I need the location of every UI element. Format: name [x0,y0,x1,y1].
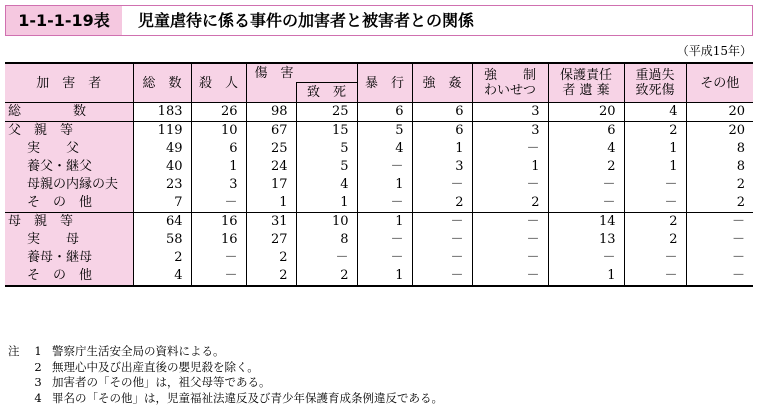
row-label: そ の 他 [5,267,133,286]
row-cell: － [412,231,472,249]
row-cell: 1 [624,158,686,176]
header-kagaisha: 加 害 者 [5,63,133,103]
row-cell: 1 [246,194,296,213]
row-cell: － [472,176,548,194]
header-indecency-line2: わいせつ [484,83,537,98]
row-cell: 1 [357,176,412,194]
row-cell: 8 [686,158,753,176]
row-cell: － [686,267,753,286]
table-row [5,140,753,158]
row-cell: － [624,194,686,213]
row-cell: － [686,249,753,267]
row-cell: 20 [548,103,624,122]
row-cell: 4 [548,140,624,158]
row-cell: 2 [624,231,686,249]
row-cell: 10 [191,122,246,141]
row-cell: － [624,249,686,267]
row-label: 父 親 等 [5,122,133,141]
row-cell: 67 [246,122,296,141]
note-2: 2 無理心中及び出産直後の嬰児殺を除く。 [34,359,259,374]
note-prefix: 注 [8,344,20,358]
row-cell: 5 [296,158,357,176]
row-cell: 1 [357,213,412,232]
row-cell: － [296,249,357,267]
table-body [5,103,753,287]
row-cell: － [191,194,246,213]
row-cell: 2 [246,267,296,286]
table-row [5,103,753,122]
row-cell: 24 [246,158,296,176]
row-cell: 6 [191,140,246,158]
row-cell: 25 [296,103,357,122]
row-cell: 2 [246,249,296,267]
note-3: 3 加害者の「その他」は，祖父母等である。 [34,375,271,389]
notes [8,344,443,406]
row-cell: 1 [624,140,686,158]
table-row [5,213,753,232]
row-cell: 98 [246,103,296,122]
row-cell: 5 [357,122,412,141]
row-cell: － [412,249,472,267]
row-label: 養母・継母 [5,249,133,267]
row-cell: 17 [246,176,296,194]
row-label: 総 数 [5,103,133,122]
row-cell: 1 [191,158,246,176]
row-cell: 4 [357,140,412,158]
row-cell: 58 [133,231,191,249]
row-label: 実 父 [5,140,133,158]
row-cell: － [412,267,472,286]
row-cell: － [624,176,686,194]
row-cell: 15 [296,122,357,141]
row-cell: 14 [548,213,624,232]
table-row [5,231,753,249]
row-label: そ の 他 [5,194,133,213]
row-cell: 3 [472,103,548,122]
table-row [5,176,753,194]
header-indecency [472,63,548,103]
row-cell: 2 [624,213,686,232]
row-cell: 20 [686,103,753,122]
header-rape: 強 姦 [412,63,472,103]
row-label: 母 親 等 [5,213,133,232]
header-murder: 殺 人 [191,63,246,103]
row-cell: － [624,267,686,286]
row-cell: 2 [133,249,191,267]
row-cell: 5 [296,140,357,158]
header-total: 総 数 [133,63,191,103]
table-title: 児童虐待に係る事件の加害者と被害者との関係 [138,11,475,30]
row-label: 実 母 [5,231,133,249]
row-cell: 10 [296,213,357,232]
row-cell: 6 [357,103,412,122]
row-cell: － [357,158,412,176]
row-cell: 26 [191,103,246,122]
row-cell: － [472,231,548,249]
row-cell: － [412,176,472,194]
row-cell: 16 [191,231,246,249]
row-cell: 3 [191,176,246,194]
header-injury: 傷 害 [246,63,357,83]
row-cell: 8 [686,140,753,158]
row-cell: 31 [246,213,296,232]
row-cell: 8 [296,231,357,249]
row-cell: 1 [548,267,624,286]
header-assault: 暴 行 [357,63,412,103]
row-cell: － [548,249,624,267]
header-injury-death: 致 死 [296,83,357,103]
row-cell: 23 [133,176,191,194]
row-cell: 119 [133,122,191,141]
note-1: 注 1 警察庁生活安全局の資料による。 [8,344,225,358]
row-cell: 27 [246,231,296,249]
row-cell: － [548,194,624,213]
year-unit-label: （平成15年） [676,44,752,58]
table-id: 1-1-1-19表 [6,6,122,35]
row-cell: 1 [412,140,472,158]
table-row [5,158,753,176]
row-cell: － [357,249,412,267]
row-cell: 16 [191,213,246,232]
row-cell: 6 [412,103,472,122]
row-cell: 1 [472,158,548,176]
row-cell: 2 [296,267,357,286]
abuse-relationship-table [5,62,753,287]
row-cell: － [191,249,246,267]
row-cell: 3 [472,122,548,141]
row-cell: － [472,140,548,158]
row-cell: － [686,213,753,232]
header-injury-blank [246,83,296,103]
row-cell: 7 [133,194,191,213]
header-abandonment [548,63,624,103]
row-cell: 183 [133,103,191,122]
row-cell: 2 [686,176,753,194]
row-cell: 13 [548,231,624,249]
row-cell: 25 [246,140,296,158]
table-row [5,122,753,141]
table-row [5,249,753,267]
header-abandonment-line2: 者 遺 棄 [562,83,610,98]
table-title-bar [5,5,753,36]
row-cell: 20 [686,122,753,141]
header-abandonment-line1: 保護責任 [560,68,613,83]
row-cell: 4 [296,176,357,194]
row-cell: － [548,176,624,194]
row-cell: － [412,213,472,232]
header-negligence-line2: 致死傷 [635,83,675,98]
row-cell: 4 [624,103,686,122]
row-cell: 3 [412,158,472,176]
row-cell: 64 [133,213,191,232]
header-other: その他 [686,63,753,103]
row-cell: 2 [472,194,548,213]
table-row [5,194,753,213]
row-cell: 2 [412,194,472,213]
row-cell: 1 [357,267,412,286]
row-cell: － [472,249,548,267]
row-cell: － [191,267,246,286]
row-cell: 40 [133,158,191,176]
row-cell: 1 [296,194,357,213]
header-indecency-line1: 強 制 [484,68,537,83]
row-cell: － [472,267,548,286]
row-cell: 2 [548,158,624,176]
header-negligence-line1: 重過失 [635,68,675,83]
row-cell: 2 [624,122,686,141]
row-cell: － [472,213,548,232]
row-cell: 4 [133,267,191,286]
row-cell: － [357,194,412,213]
row-cell: 2 [686,194,753,213]
row-label: 母親の内縁の夫 [5,176,133,194]
row-cell: － [686,231,753,249]
table-row [5,267,753,286]
row-cell: 49 [133,140,191,158]
note-4: 4 罪名の「その他」は，児童福祉法違反及び青少年保護育成条例違反である。 [34,390,443,405]
row-label: 養父・継父 [5,158,133,176]
row-cell: 6 [412,122,472,141]
row-cell: － [357,231,412,249]
header-negligence [624,63,686,103]
row-cell: 6 [548,122,624,141]
